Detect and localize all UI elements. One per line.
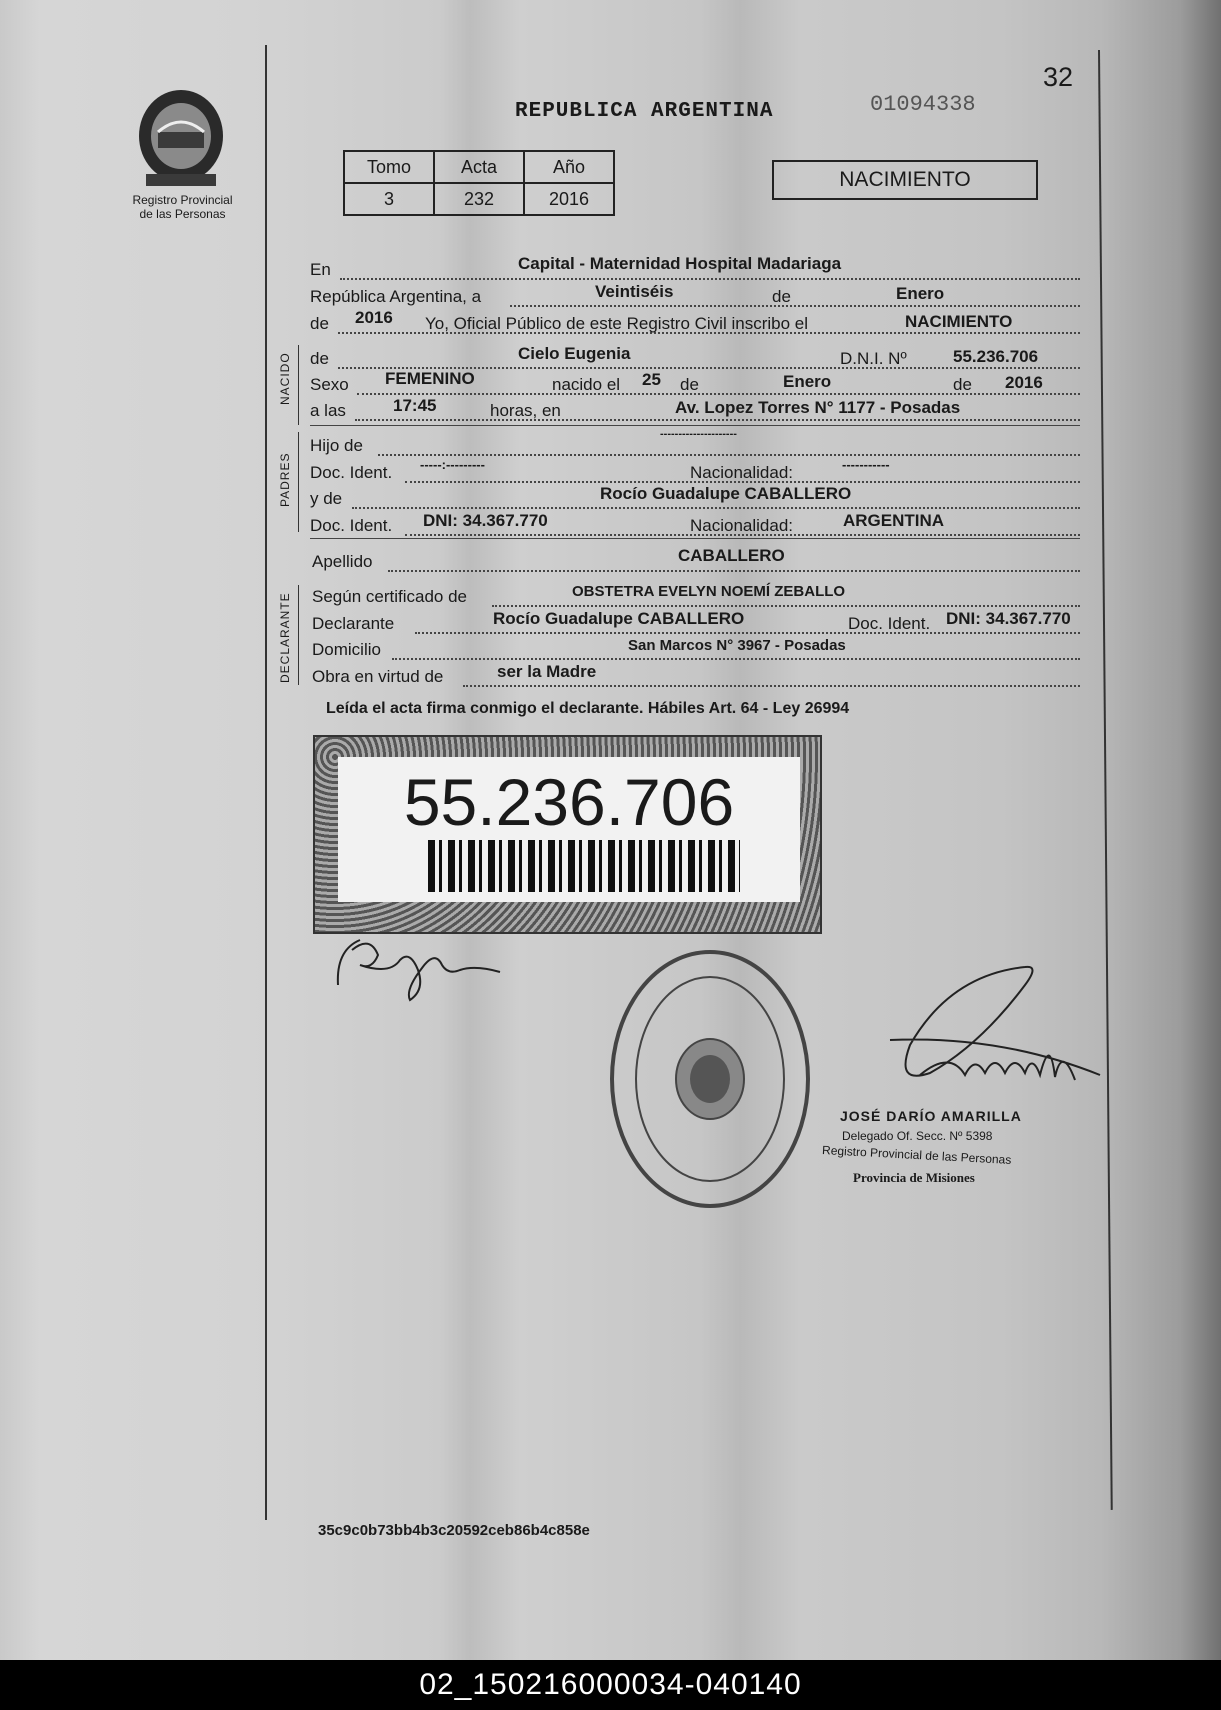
value-month: Enero	[896, 284, 945, 303]
label-de: de	[680, 375, 699, 394]
value-declarant: Rocío Guadalupe CABALLERO	[493, 609, 745, 628]
province-crest-logo	[128, 82, 234, 190]
label-declarante: Declarante	[312, 614, 395, 633]
officer-name: JOSÉ DARÍO AMARILLA	[840, 1108, 1022, 1124]
value-name: Cielo Eugenia	[518, 344, 631, 363]
value-day: Veintiséis	[595, 282, 674, 301]
serial-number: 01094338	[870, 92, 976, 117]
dotted-line	[392, 658, 1080, 660]
label-dni: D.N.I. Nº	[840, 349, 907, 368]
label-nacionalidad: Nacionalidad:	[690, 463, 794, 482]
dotted-line	[415, 632, 1080, 634]
value-address: Av. Lopez Torres N° 1177 - Posadas	[675, 398, 961, 417]
dotted-line	[492, 605, 1080, 607]
value-father: ---------------------	[660, 428, 737, 440]
value-time: 17:45	[393, 396, 437, 415]
label-y-de: y de	[310, 489, 343, 508]
label-de: de	[310, 349, 329, 368]
registry-label-line1: Registro Provincial	[132, 193, 233, 207]
label-nacido-el: nacido el	[552, 375, 621, 394]
label-doc-ident: Doc. Ident.	[848, 614, 931, 633]
label-de: de	[953, 375, 972, 394]
section-divider	[310, 425, 1080, 426]
value-father-doc: -----:---------	[420, 457, 485, 472]
registry-label-line2: de las Personas	[139, 207, 226, 221]
dotted-line	[510, 305, 1080, 307]
value-father-nationality: -----------	[842, 457, 890, 472]
table-cell: 232	[434, 183, 524, 215]
side-label-nacido: NACIDO	[278, 352, 292, 405]
right-border-line	[1098, 50, 1113, 1510]
document-hash: 35c9c0b73bb4b3c20592ceb86b4c858e	[318, 1522, 590, 1539]
label-domicilio: Domicilio	[312, 640, 381, 659]
value-birth-day: 25	[642, 370, 661, 389]
barcode-bars	[428, 840, 740, 892]
label-horas-en: horas, en	[490, 401, 561, 420]
label-hijo-de: Hijo de	[310, 436, 363, 455]
section-divider	[310, 538, 1080, 539]
barcode-number: 55.236.706	[403, 765, 735, 839]
side-label-padres: PADRES	[278, 452, 292, 507]
table-header: Año	[524, 151, 614, 183]
value-domicilio: San Marcos N° 3967 - Posadas	[628, 637, 846, 654]
act-type: NACIMIENTO	[839, 168, 971, 191]
label-inscribo: Yo, Oficial Público de este Registro Civil inscribo el	[425, 314, 808, 333]
closing-statement: Leída el acta firma conmigo el declarante. Hábiles Art. 64 - Ley 26994	[326, 700, 850, 717]
dotted-line	[388, 570, 1080, 572]
official-stamp	[608, 948, 813, 1210]
label-apellido: Apellido	[312, 552, 373, 571]
record-table	[343, 150, 615, 216]
value-place: Capital - Maternidad Hospital Madariaga	[518, 254, 842, 273]
label-doc-ident: Doc. Ident.	[310, 516, 393, 535]
left-border-line	[265, 45, 267, 1520]
officer-office: Registro Provincial de las Personas	[821, 1143, 1012, 1167]
dotted-line	[352, 507, 1080, 509]
label-republica: República Argentina, a	[310, 287, 482, 306]
section-rule	[298, 585, 299, 685]
declarant-signature	[330, 930, 510, 1010]
officer-title: Delegado Of. Secc. Nº 5398	[842, 1129, 993, 1143]
value-mother: Rocío Guadalupe CABALLERO	[600, 484, 852, 503]
label-a-las: a las	[310, 401, 346, 420]
value-nacimiento: NACIMIENTO	[905, 312, 1013, 331]
label-doc-ident: Doc. Ident.	[310, 463, 393, 482]
dotted-line	[340, 278, 1080, 280]
value-birth-month: Enero	[783, 372, 832, 391]
section-rule	[298, 345, 299, 425]
value-mother-nationality: ARGENTINA	[843, 511, 945, 530]
value-apellido: CABALLERO	[678, 546, 785, 565]
act-type-box	[772, 160, 1038, 200]
label-sexo: Sexo	[310, 375, 349, 394]
value-year: 2016	[355, 308, 393, 327]
table-cell: 3	[344, 183, 434, 215]
value-certifier: OBSTETRA EVELYN NOEMÍ ZEBALLO	[572, 583, 846, 600]
dotted-line	[463, 685, 1080, 687]
table-header: Acta	[434, 151, 524, 183]
section-rule	[298, 432, 299, 532]
value-mother-doc: DNI: 34.367.770	[423, 511, 548, 530]
table-header: Tomo	[344, 151, 434, 183]
dotted-line	[378, 454, 1080, 456]
officer-province: Provincia de Misiones	[853, 1170, 975, 1185]
value-sexo: FEMENINO	[385, 369, 475, 388]
side-label-declarante: DECLARANTE	[278, 592, 292, 683]
label-segun-certificado: Según certificado de	[312, 587, 467, 606]
label-obra-en-virtud: Obra en virtud de	[312, 667, 444, 686]
page-number: 32	[1043, 62, 1074, 92]
value-declarant-doc: DNI: 34.367.770	[946, 609, 1071, 628]
value-dni: 55.236.706	[953, 347, 1039, 366]
label-en: En	[310, 260, 331, 279]
label-de: de	[310, 314, 329, 333]
scan-file-id: 02_150216000034-040140	[419, 1668, 802, 1701]
country-title: REPUBLICA ARGENTINA	[515, 100, 774, 123]
value-birth-year: 2016	[1005, 373, 1043, 392]
table-cell: 2016	[524, 183, 614, 215]
label-nacionalidad: Nacionalidad:	[690, 516, 794, 535]
value-obra: ser la Madre	[497, 662, 597, 681]
label-de: de	[772, 287, 791, 306]
dotted-line	[355, 419, 1080, 421]
